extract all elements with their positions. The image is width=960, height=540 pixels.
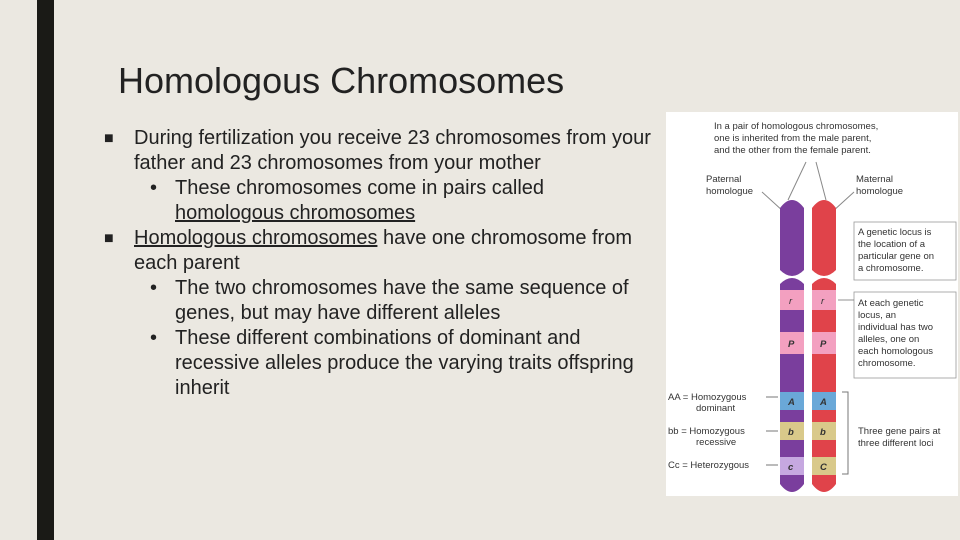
dot-bullet-icon: • [150, 327, 158, 349]
allele-paternal-r: r [789, 296, 793, 307]
locus-note-3: particular gene on [858, 251, 935, 262]
genotype-sub-AA: dominant [696, 403, 736, 414]
allele-maternal-C: C [820, 462, 827, 473]
allele-maternal-r: r [821, 296, 825, 307]
genotype-label-bb: bb = Homozygous [668, 426, 745, 437]
locus-note-1: A genetic locus is [858, 227, 932, 238]
pointer-line [788, 162, 806, 200]
alleles-note-6: chromosome. [858, 358, 916, 369]
bullet-2-sub-1 [112, 276, 657, 326]
locus-note-4: a chromosome. [858, 263, 924, 274]
caption-line-1: In a pair of homologous chromosomes, [714, 121, 879, 132]
maternal-label-2: homologue [856, 186, 904, 197]
bullet-1-sub-1 [112, 176, 657, 226]
gene-pairs-bracket [842, 392, 848, 474]
alleles-note-3: individual has two [858, 322, 933, 333]
sub-text: The two chromosomes have the same sequence of genes, but may have different alleles [175, 277, 629, 324]
caption-line-3: and the other from the female parent. [714, 145, 871, 156]
bullet-1-text: During fertilization you receive 23 chromosomes from your father and 23 chromosomes from your mother [134, 127, 651, 174]
bullet-list [104, 126, 657, 401]
chromosome-diagram [666, 112, 958, 496]
term-homologous-chromosomes: Homologous chromosomes [134, 227, 378, 249]
locus-note-2: the location of a [858, 239, 926, 250]
bullet-1 [104, 126, 657, 176]
paternal-label-2: homologue [706, 186, 754, 197]
genotype-label-Cc: Cc = Heterozygous [668, 460, 750, 471]
genotype-sub-bb: recessive [696, 437, 737, 448]
square-bullet-icon: ■ [104, 130, 114, 147]
dot-bullet-icon: • [150, 277, 158, 299]
sub-text-prefix: These chromosomes come in pairs called [175, 177, 545, 199]
pointer-line [816, 162, 826, 200]
alleles-note-5: each homologous [858, 346, 933, 357]
allele-paternal-c: c [788, 462, 794, 473]
square-bullet-icon: ■ [104, 230, 114, 247]
bullet-2-sub-2 [112, 326, 657, 401]
dot-bullet-icon: • [150, 177, 158, 199]
term-homologous-chromosomes: homologous chromosomes [175, 202, 416, 224]
slide-title: Homologous Chromosomes [118, 60, 565, 101]
alleles-note-4: alleles, one on [858, 334, 920, 345]
bullet-2 [104, 226, 657, 276]
accent-bar [37, 0, 54, 540]
gene-pairs-note-1: Three gene pairs at [858, 426, 941, 437]
allele-maternal-A: A [820, 397, 827, 408]
sub-text: These different combinations of dominant and recessive alleles produce the varying traits offspring inherit [175, 327, 634, 399]
alleles-note-2: locus, an [858, 310, 897, 321]
allele-paternal-P: P [788, 339, 795, 350]
allele-maternal-P: P [820, 339, 827, 350]
alleles-note-1: At each genetic [858, 298, 924, 309]
maternal-label-1: Maternal [856, 174, 893, 185]
caption-line-2: one is inherited from the male parent, [714, 133, 872, 144]
gene-pairs-note-2: three different loci [858, 438, 934, 449]
allele-maternal-b: b [820, 427, 826, 438]
paternal-label-1: Paternal [706, 174, 742, 185]
genotype-label-AA: AA = Homozygous [668, 392, 747, 403]
bullet-2-text: have one chromosome from each parent [134, 227, 632, 274]
allele-paternal-b: b [788, 427, 794, 438]
allele-paternal-A: A [788, 397, 795, 408]
